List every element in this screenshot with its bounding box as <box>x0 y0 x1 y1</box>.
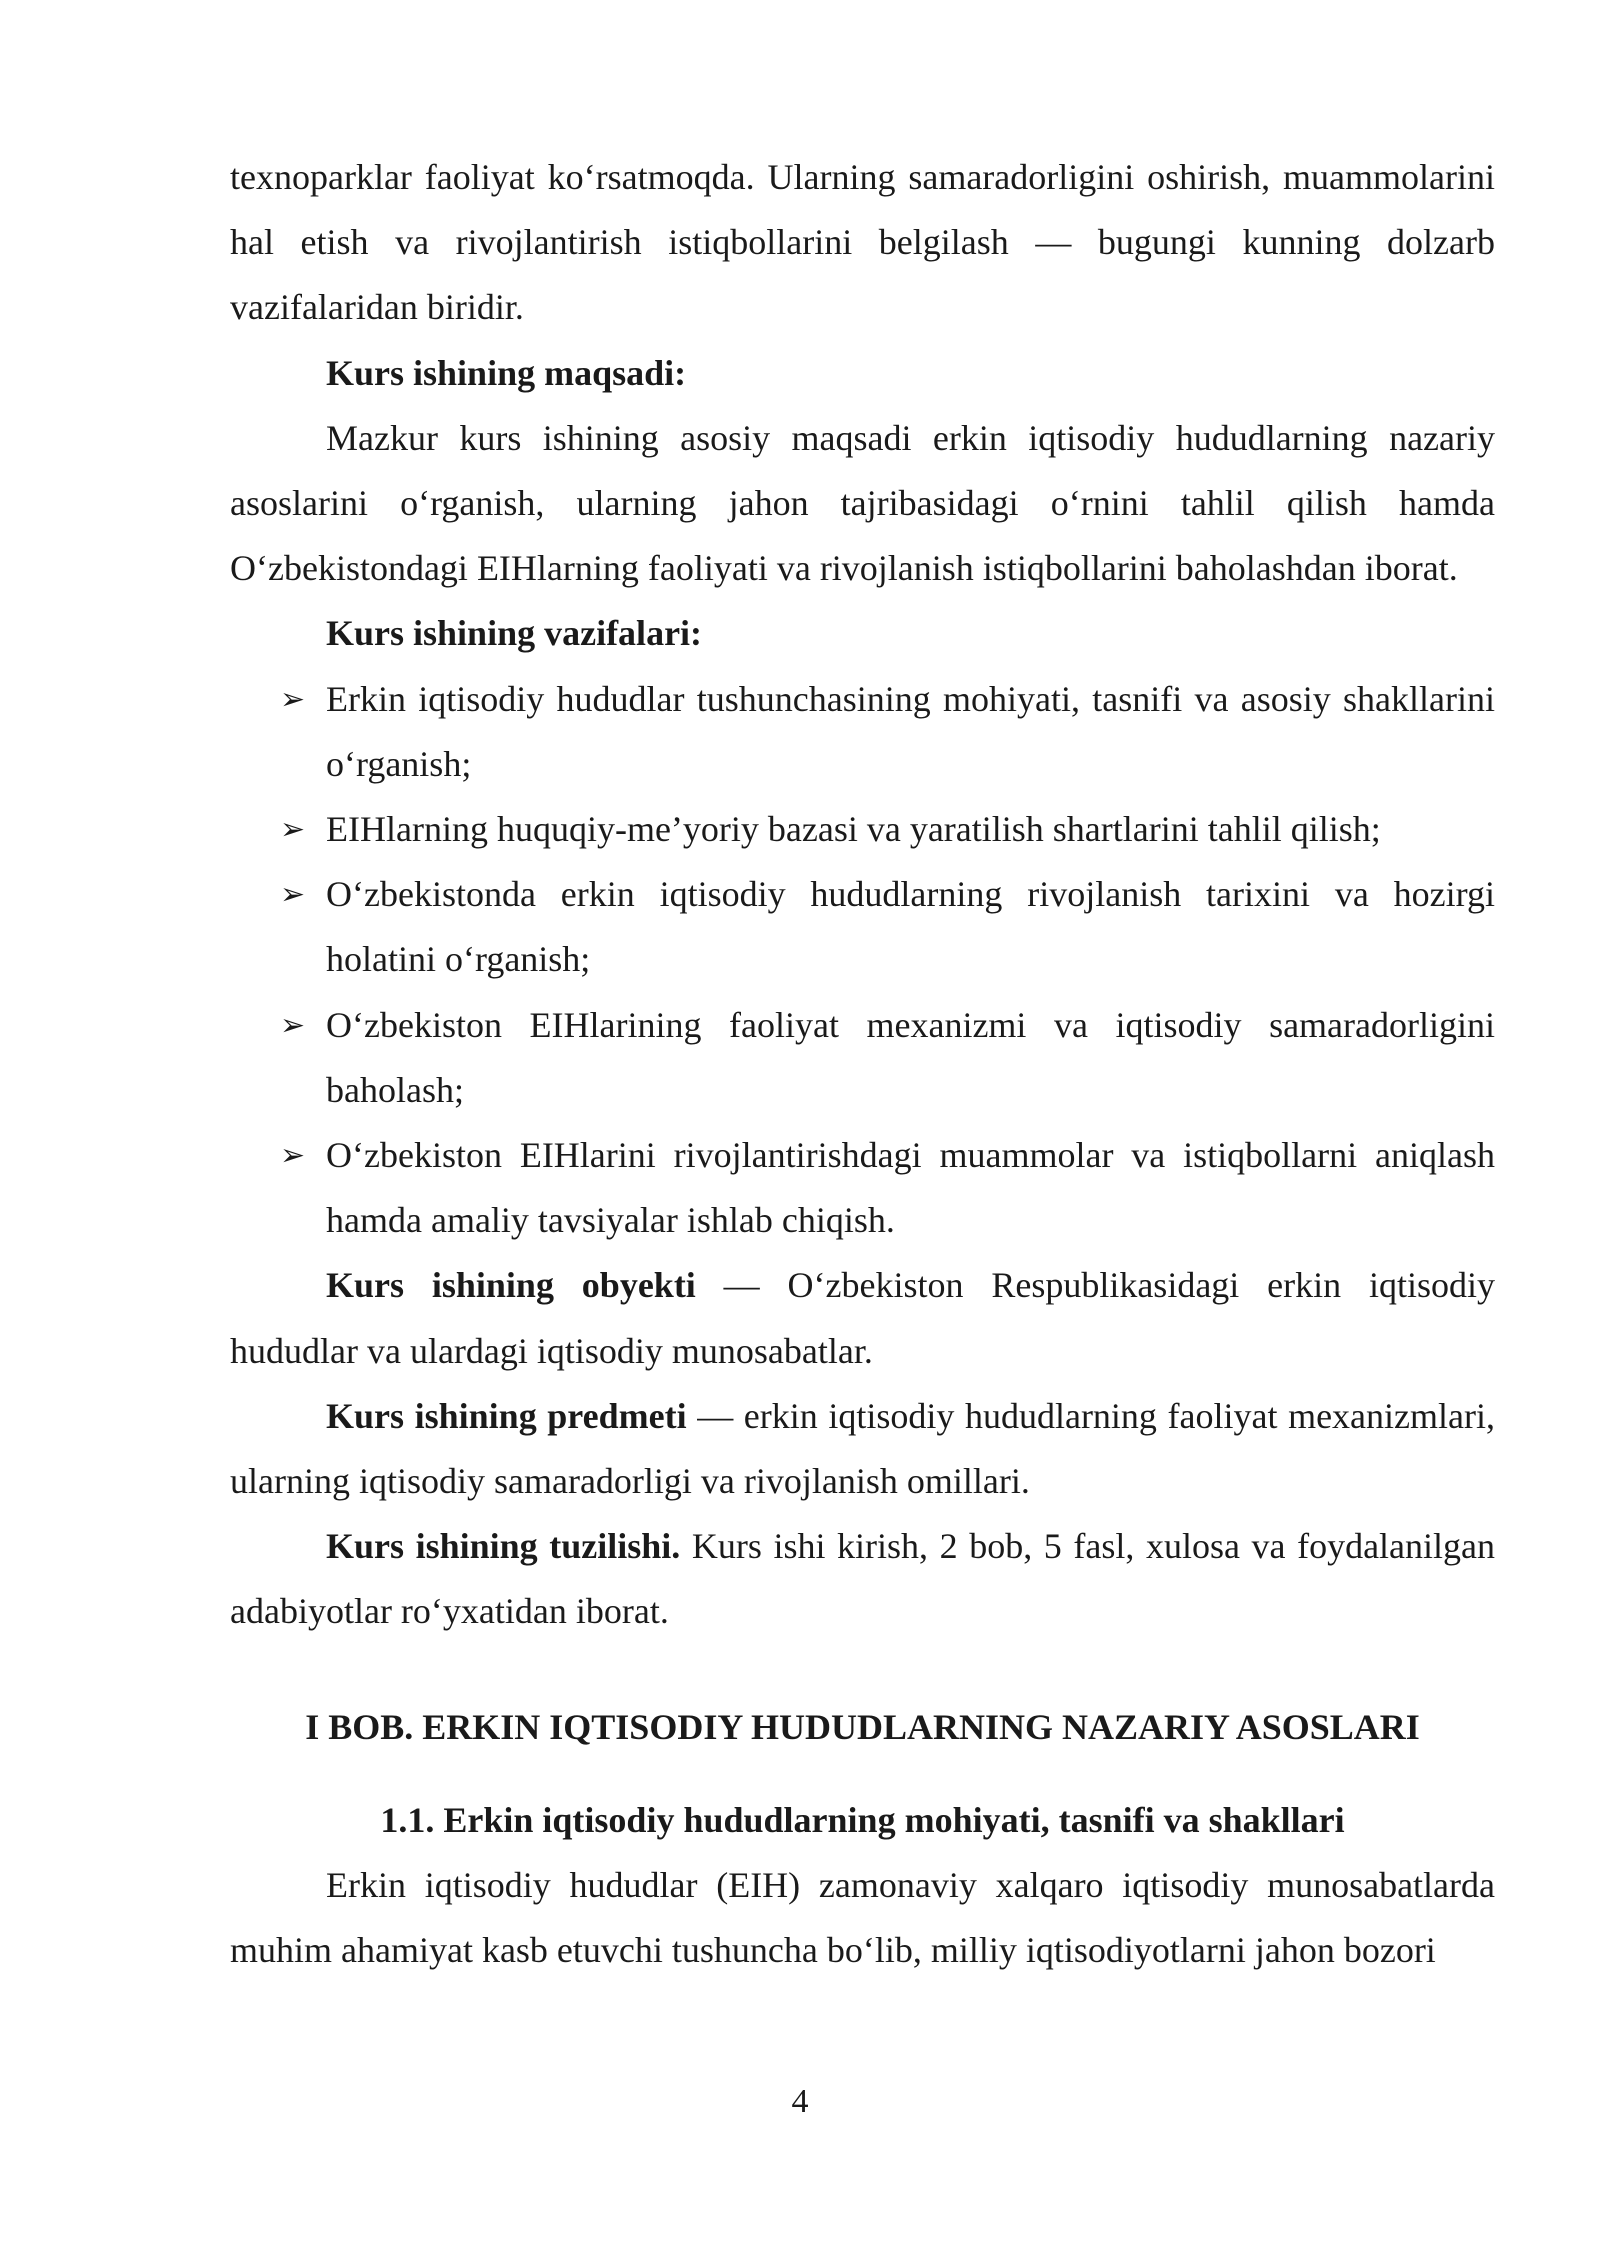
goal-heading: Kurs ishining maqsadi: <box>326 352 687 393</box>
list-item <box>230 1123 1495 1253</box>
subject-label: Kurs ishining predmeti <box>326 1395 687 1436</box>
chapter-title: I BOB. ERKIN IQTISODIY HUDUDLARNING NAZARIY ASOSLARI <box>305 1706 1420 1747</box>
task-text: O‘zbekistonda erkin iqtisodiy hududlarning rivojlanish tarixini va hozirgi holatini o‘rganish; <box>326 874 1495 980</box>
list-item <box>230 797 1495 862</box>
task-text: Erkin iqtisodiy hududlar tushunchasining mohiyati, tasnifi va asosiy shakllarini o‘rganish; <box>326 678 1495 784</box>
arrow-bullet-icon: ➢ <box>280 1138 306 1174</box>
goal-paragraph: Mazkur kurs ishining asosiy maqsadi erkin iqtisodiy hududlarning nazariy asoslarini o‘rganish, ularning jahon tajribasidagi o‘rnini tahlil qilish hamda O‘zbekistondagi EIHlarning faoliyati va rivojlanish istiqbollarini baholashdan iborat. <box>230 417 1495 589</box>
structure-text: Kurs ishi kirish, 2 bob, 5 fasl, xulosa va foydalanilgan adabiyotlar ro‘yxatidan iborat. <box>230 1526 1496 1632</box>
arrow-bullet-icon: ➢ <box>280 681 306 717</box>
document-page <box>230 145 1495 1983</box>
object-text: — O‘zbekiston Respublikasidagi erkin iqtisodiy hududlar va ulardagi iqtisodiy munosabatlar. <box>230 1265 1495 1371</box>
list-item <box>230 667 1495 797</box>
page-number: 4 <box>791 2083 809 2120</box>
section-paragraph: Erkin iqtisodiy hududlar (EIH) zamonaviy xalqaro iqtisodiy munosabatlarda muhim ahamiyat kasb etuvchi tushuncha bo‘lib, milliy iqtisodiyotlarni jahon bozori <box>230 1865 1495 1971</box>
task-text: EIHlarning huquqiy-me’yoriy bazasi va yaratilish shartlarini tahlil qilish; <box>326 809 1381 850</box>
structure-label: Kurs ishining tuzilishi. <box>326 1526 681 1567</box>
arrow-bullet-icon: ➢ <box>280 1007 306 1043</box>
list-item <box>230 862 1495 992</box>
object-label: Kurs ishining obyekti <box>326 1265 696 1306</box>
tasks-heading: Kurs ishining vazifalari: <box>326 613 703 654</box>
section-title: 1.1. Erkin iqtisodiy hududlarning mohiyati, tasnifi va shakllari <box>380 1799 1345 1840</box>
task-text: O‘zbekiston EIHlarini rivojlantirishdagi muammolar va istiqbollarni aniqlash hamda amaliy tavsiyalar ishlab chiqish. <box>326 1135 1495 1241</box>
tasks-list <box>230 667 1495 1254</box>
intro-paragraph: texnoparklar faoliyat ko‘rsatmoqda. Ularning samaradorligini oshirish, muammolarini hal etish va rivojlantirish istiqbollarini belgilash — bugungi kunning dolzarb vazifalaridan biridir. <box>230 157 1495 328</box>
list-item <box>230 993 1495 1123</box>
task-text: O‘zbekiston EIHlarining faoliyat mexanizmi va iqtisodiy samaradorligini baholash; <box>326 1004 1495 1110</box>
object-paragraph <box>230 1253 1495 1383</box>
arrow-bullet-icon: ➢ <box>280 877 306 913</box>
arrow-bullet-icon: ➢ <box>280 812 306 848</box>
structure-paragraph <box>230 1514 1495 1644</box>
subject-paragraph <box>230 1384 1495 1514</box>
subject-text: — erkin iqtisodiy hududlarning faoliyat mexanizmlari, ularning iqtisodiy samaradorligi va rivojlanish omillari. <box>230 1395 1495 1502</box>
